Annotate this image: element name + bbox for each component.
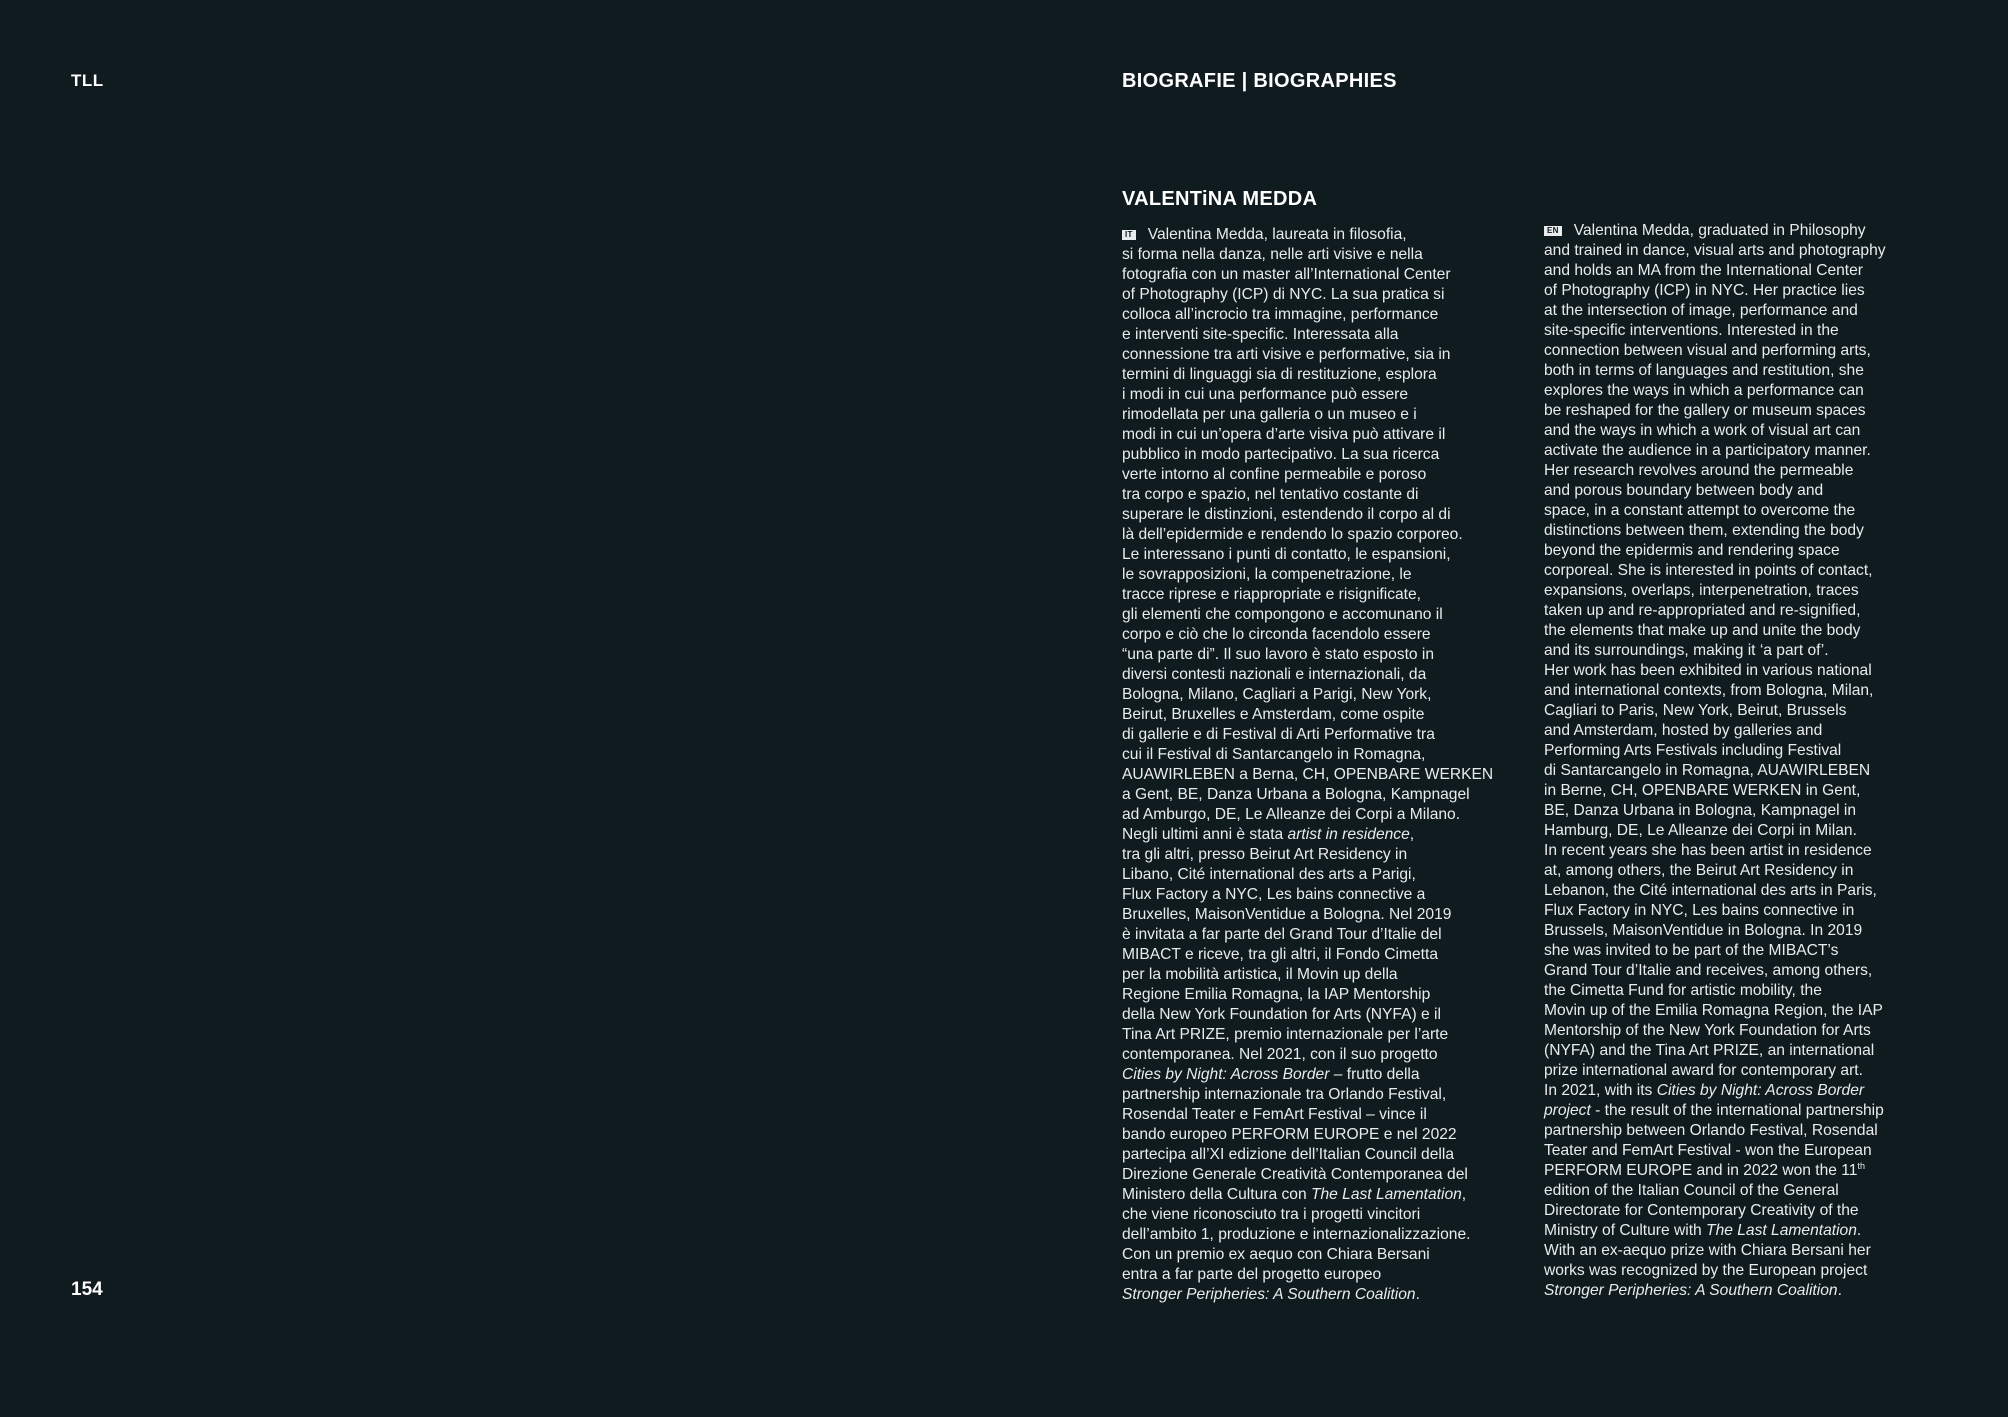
biography-en-line: Stronger Peripheries: A Southern Coalition. xyxy=(1544,1282,1842,1299)
biography-en-line: be reshaped for the gallery or museum spaces xyxy=(1544,402,1866,419)
section-title: BIOGRAFIE | BIOGRAPHIES xyxy=(1122,70,1397,92)
biography-it-line: of Photography (ICP) di NYC. La sua pratica si xyxy=(1122,286,1445,303)
italic-title: artist in residence xyxy=(1287,826,1410,843)
biography-it-line: Regione Emilia Romagna, la IAP Mentorship xyxy=(1122,986,1431,1003)
biography-it-line: Bruxelles, MaisonVentidue a Bologna. Nel 2019 xyxy=(1122,906,1452,923)
italic-title: Stronger Peripheries: A Southern Coalition xyxy=(1544,1282,1838,1299)
language-tag-it: IT xyxy=(1122,230,1136,240)
italic-title: Stronger Peripheries: A Southern Coalition xyxy=(1122,1286,1416,1303)
biography-en-line: and trained in dance, visual arts and photography xyxy=(1544,242,1886,259)
biography-en-line: edition of the Italian Council of the General xyxy=(1544,1182,1839,1199)
biography-it-line: Ministero della Cultura con The Last Lamentation, xyxy=(1122,1186,1467,1203)
biography-en-line: and holds an MA from the International Center xyxy=(1544,262,1863,279)
biography-it-line: gli elementi che compongono e accomunano il xyxy=(1122,606,1443,623)
biography-it-line: dell’ambito 1, produzione e internazionalizzazione. xyxy=(1122,1226,1471,1243)
biography-it-line: Flux Factory a NYC, Les bains connective a xyxy=(1122,886,1426,903)
biography-it-line: modi in cui un’opera d’arte visiva può attivare il xyxy=(1122,426,1446,443)
biography-it-line: rimodellata per una galleria o un museo e i xyxy=(1122,406,1417,423)
biography-en-line: Ministry of Culture with The Last Lamentation. xyxy=(1544,1222,1862,1239)
biography-en-line: at, among others, the Beirut Art Residency in xyxy=(1544,862,1854,879)
biography-en-line: With an ex-aequo prize with Chiara Bersani her xyxy=(1544,1242,1871,1259)
biography-en-line: and the ways in which a work of visual art can xyxy=(1544,422,1861,439)
biography-en-line: PERFORM EUROPE and in 2022 won the 11th xyxy=(1544,1161,1865,1179)
biography-it-line: “una parte di”. Il suo lavoro è stato esposto in xyxy=(1122,646,1435,663)
biography-en-line: space, in a constant attempt to overcome the xyxy=(1544,502,1856,519)
biography-en-line: Hamburg, DE, Le Alleanze dei Corpi in Milan. xyxy=(1544,822,1857,839)
biography-en-line: of Photography (ICP) in NYC. Her practice lies xyxy=(1544,282,1865,299)
biography-en-line: the elements that make up and unite the body xyxy=(1544,622,1861,639)
biography-en-line: Movin up of the Emilia Romagna Region, the IAP xyxy=(1544,1002,1883,1019)
italic-title: Cities by Night: Across Border xyxy=(1656,1082,1865,1099)
biography-it-line: Bologna, Milano, Cagliari a Parigi, New York, xyxy=(1122,686,1432,703)
biography-en-line: expansions, overlaps, interpenetration, traces xyxy=(1544,582,1859,599)
biography-it-line: entra a far parte del progetto europeo xyxy=(1122,1266,1382,1283)
biography-en-line: distinctions between them, extending the body xyxy=(1544,522,1864,539)
biography-it-line: connessione tra arti visive e performative, sia in xyxy=(1122,346,1451,363)
biography-it-line: contemporanea. Nel 2021, con il suo progetto xyxy=(1122,1046,1438,1063)
biography-it-line: Le interessano i punti di contatto, le espansioni, xyxy=(1122,546,1451,563)
biography-it-line: Con un premio ex aequo con Chiara Bersani xyxy=(1122,1246,1430,1263)
biography-it-line: a Gent, BE, Danza Urbana a Bologna, Kampnagel xyxy=(1122,786,1470,803)
biography-it-line: e interventi site-specific. Interessata alla xyxy=(1122,326,1399,343)
biography-en-line: Flux Factory in NYC, Les bains connective in xyxy=(1544,902,1855,919)
biography-english-column xyxy=(1544,221,1946,1301)
biography-it-line: fotografia con un master all’International Center xyxy=(1122,266,1451,283)
biography-it-line: AUAWIRLEBEN a Berna, CH, OPENBARE WERKEN xyxy=(1122,766,1494,783)
biography-it-line: Rosendal Teater e FemArt Festival – vince il xyxy=(1122,1106,1427,1123)
biography-en-line: (NYFA) and the Tina Art PRIZE, an international xyxy=(1544,1042,1875,1059)
biography-en-line: Grand Tour d’Italie and receives, among others, xyxy=(1544,962,1873,979)
biography-en-line: the Cimetta Fund for artistic mobility, the xyxy=(1544,982,1822,999)
biography-it-line: superare le distinzioni, estendendo il corpo al di xyxy=(1122,506,1451,523)
biography-it-line: Stronger Peripheries: A Southern Coalition. xyxy=(1122,1286,1420,1303)
italic-title: project xyxy=(1544,1102,1591,1119)
biography-it-line: tracce riprese e riappropriate e risignificate, xyxy=(1122,586,1422,603)
biography-it-line: tra gli altri, presso Beirut Art Residency in xyxy=(1122,846,1408,863)
biography-en-line: and international contexts, from Bologna, Milan, xyxy=(1544,682,1874,699)
biography-en-line: partnership between Orlando Festival, Rosendal xyxy=(1544,1122,1878,1139)
biography-en-line: BE, Danza Urbana in Bologna, Kampnagel in xyxy=(1544,802,1857,819)
biography-en-line: In 2021, with its Cities by Night: Across Border xyxy=(1544,1082,1865,1099)
biography-en-line: Brussels, MaisonVentidue in Bologna. In 2019 xyxy=(1544,922,1863,939)
biography-it-line: Libano, Cité international des arts a Parigi, xyxy=(1122,866,1416,883)
biography-en-line: corporeal. She is interested in points of contact, xyxy=(1544,562,1873,579)
biography-it-line: colloca all’incrocio tra immagine, performance xyxy=(1122,306,1439,323)
biography-it-line: ad Amburgo, DE, Le Alleanze dei Corpi a Milano. xyxy=(1122,806,1461,823)
biography-en-line: Cagliari to Paris, New York, Beirut, Brussels xyxy=(1544,702,1847,719)
biography-it-line: diversi contesti nazionali e internazionali, da xyxy=(1122,666,1427,683)
biography-en-line: EN Valentina Medda, graduated in Philosophy xyxy=(1544,221,1946,241)
biography-en-line: works was recognized by the European project xyxy=(1544,1262,1868,1279)
biography-en-line: she was invited to be part of the MIBACT’s xyxy=(1544,942,1839,959)
biography-it-line: verte intorno al confine permeabile e poroso xyxy=(1122,466,1427,483)
biography-it-line: termini di linguaggi sia di restituzione, esplora xyxy=(1122,366,1437,383)
biography-it-line: per la mobilità artistica, il Movin up della xyxy=(1122,966,1398,983)
biography-en-line: di Santarcangelo in Romagna, AUAWIRLEBEN xyxy=(1544,762,1871,779)
biography-it-line: cui il Festival di Santarcangelo in Romagna, xyxy=(1122,746,1426,763)
biography-en-line: and Amsterdam, hosted by galleries and xyxy=(1544,722,1823,739)
biography-en-line: taken up and re-appropriated and re-signified, xyxy=(1544,602,1861,619)
publication-logo: TLL xyxy=(71,71,104,90)
biography-it-line: che viene riconosciuto tra i progetti vincitori xyxy=(1122,1206,1421,1223)
biography-name: VALENTiNA MEDDA xyxy=(1122,188,1318,210)
ordinal-suffix: th xyxy=(1857,1161,1865,1171)
biography-it-line: MIBACT e riceve, tra gli altri, il Fondo Cimetta xyxy=(1122,946,1439,963)
biography-it-line: di gallerie e di Festival di Arti Performative tra xyxy=(1122,726,1435,743)
biography-en-line: explores the ways in which a performance can xyxy=(1544,382,1864,399)
biography-en-line: Directorate for Contemporary Creativity of the xyxy=(1544,1202,1859,1219)
biography-it-line: è invitata a far parte del Grand Tour d’Italie del xyxy=(1122,926,1442,943)
biography-en-line: project - the result of the international partnership xyxy=(1544,1102,1884,1119)
biography-en-line: Teater and FemArt Festival - won the European xyxy=(1544,1142,1872,1159)
biography-it-line: bando europeo PERFORM EUROPE e nel 2022 xyxy=(1122,1126,1457,1143)
biography-en-line: at the intersection of image, performance and xyxy=(1544,302,1858,319)
biography-en-line: and porous boundary between body and xyxy=(1544,482,1824,499)
biography-italian-column xyxy=(1122,225,1524,1305)
biography-it-line: le sovrapposizioni, la compenetrazione, le xyxy=(1122,566,1412,583)
biography-en-line: in Berne, CH, OPENBARE WERKEN in Gent, xyxy=(1544,782,1861,799)
biography-it-line: si forma nella danza, nelle arti visive e nella xyxy=(1122,246,1423,263)
biography-en-line: both in terms of languages and restitution, she xyxy=(1544,362,1864,379)
biography-it-line: là dell’epidermide e rendendo lo spazio corporeo. xyxy=(1122,526,1463,543)
page-number: 154 xyxy=(71,1279,103,1300)
biography-en-line: and its surroundings, making it ‘a part of’. xyxy=(1544,642,1829,659)
biography-it-line: Beirut, Bruxelles e Amsterdam, come ospite xyxy=(1122,706,1425,723)
biography-en-line: site-specific interventions. Interested in the xyxy=(1544,322,1839,339)
italic-title: The Last Lamentation xyxy=(1706,1222,1857,1239)
biography-it-line: Cities by Night: Across Border – frutto della xyxy=(1122,1066,1420,1083)
biography-it-line: partecipa all’XI edizione dell’Italian Council della xyxy=(1122,1146,1454,1163)
biography-en-line: In recent years she has been artist in residence xyxy=(1544,842,1872,859)
biography-it-line: IT Valentina Medda, laureata in filosofia, xyxy=(1122,225,1524,245)
biography-it-line: della New York Foundation for Arts (NYFA) e il xyxy=(1122,1006,1441,1023)
biography-it-line: corpo e ciò che lo circonda facendolo essere xyxy=(1122,626,1431,643)
biography-it-line: tra corpo e spazio, nel tentativo costante di xyxy=(1122,486,1419,503)
biography-it-line: pubblico in modo partecipativo. La sua ricerca xyxy=(1122,446,1440,463)
biography-it-line: Direzione Generale Creatività Contemporanea del xyxy=(1122,1166,1468,1183)
language-tag-en: EN xyxy=(1544,226,1562,236)
biography-it-line: Negli ultimi anni è stata artist in residence, xyxy=(1122,826,1415,843)
biography-it-line: i modi in cui una performance può essere xyxy=(1122,386,1409,403)
biography-en-line: Performing Arts Festivals including Festival xyxy=(1544,742,1842,759)
biography-it-line: partnership internazionale tra Orlando Festival, xyxy=(1122,1086,1447,1103)
biography-en-line: beyond the epidermis and rendering space xyxy=(1544,542,1840,559)
biography-en-line: connection between visual and performing arts, xyxy=(1544,342,1871,359)
biography-en-line: prize international award for contemporary art. xyxy=(1544,1062,1863,1079)
biography-it-line: Tina Art PRIZE, premio internazionale per l’arte xyxy=(1122,1026,1449,1043)
biography-en-line: Lebanon, the Cité international des arts in Paris, xyxy=(1544,882,1877,899)
biography-en-line: Her research revolves around the permeable xyxy=(1544,462,1854,479)
italic-title: Cities by Night: Across Border xyxy=(1122,1066,1330,1083)
biography-en-line: Mentorship of the New York Foundation for Arts xyxy=(1544,1022,1871,1039)
biography-en-line: Her work has been exhibited in various national xyxy=(1544,662,1872,679)
biography-en-line: activate the audience in a participatory manner. xyxy=(1544,442,1871,459)
italic-title: The Last Lamentation xyxy=(1310,1186,1462,1203)
